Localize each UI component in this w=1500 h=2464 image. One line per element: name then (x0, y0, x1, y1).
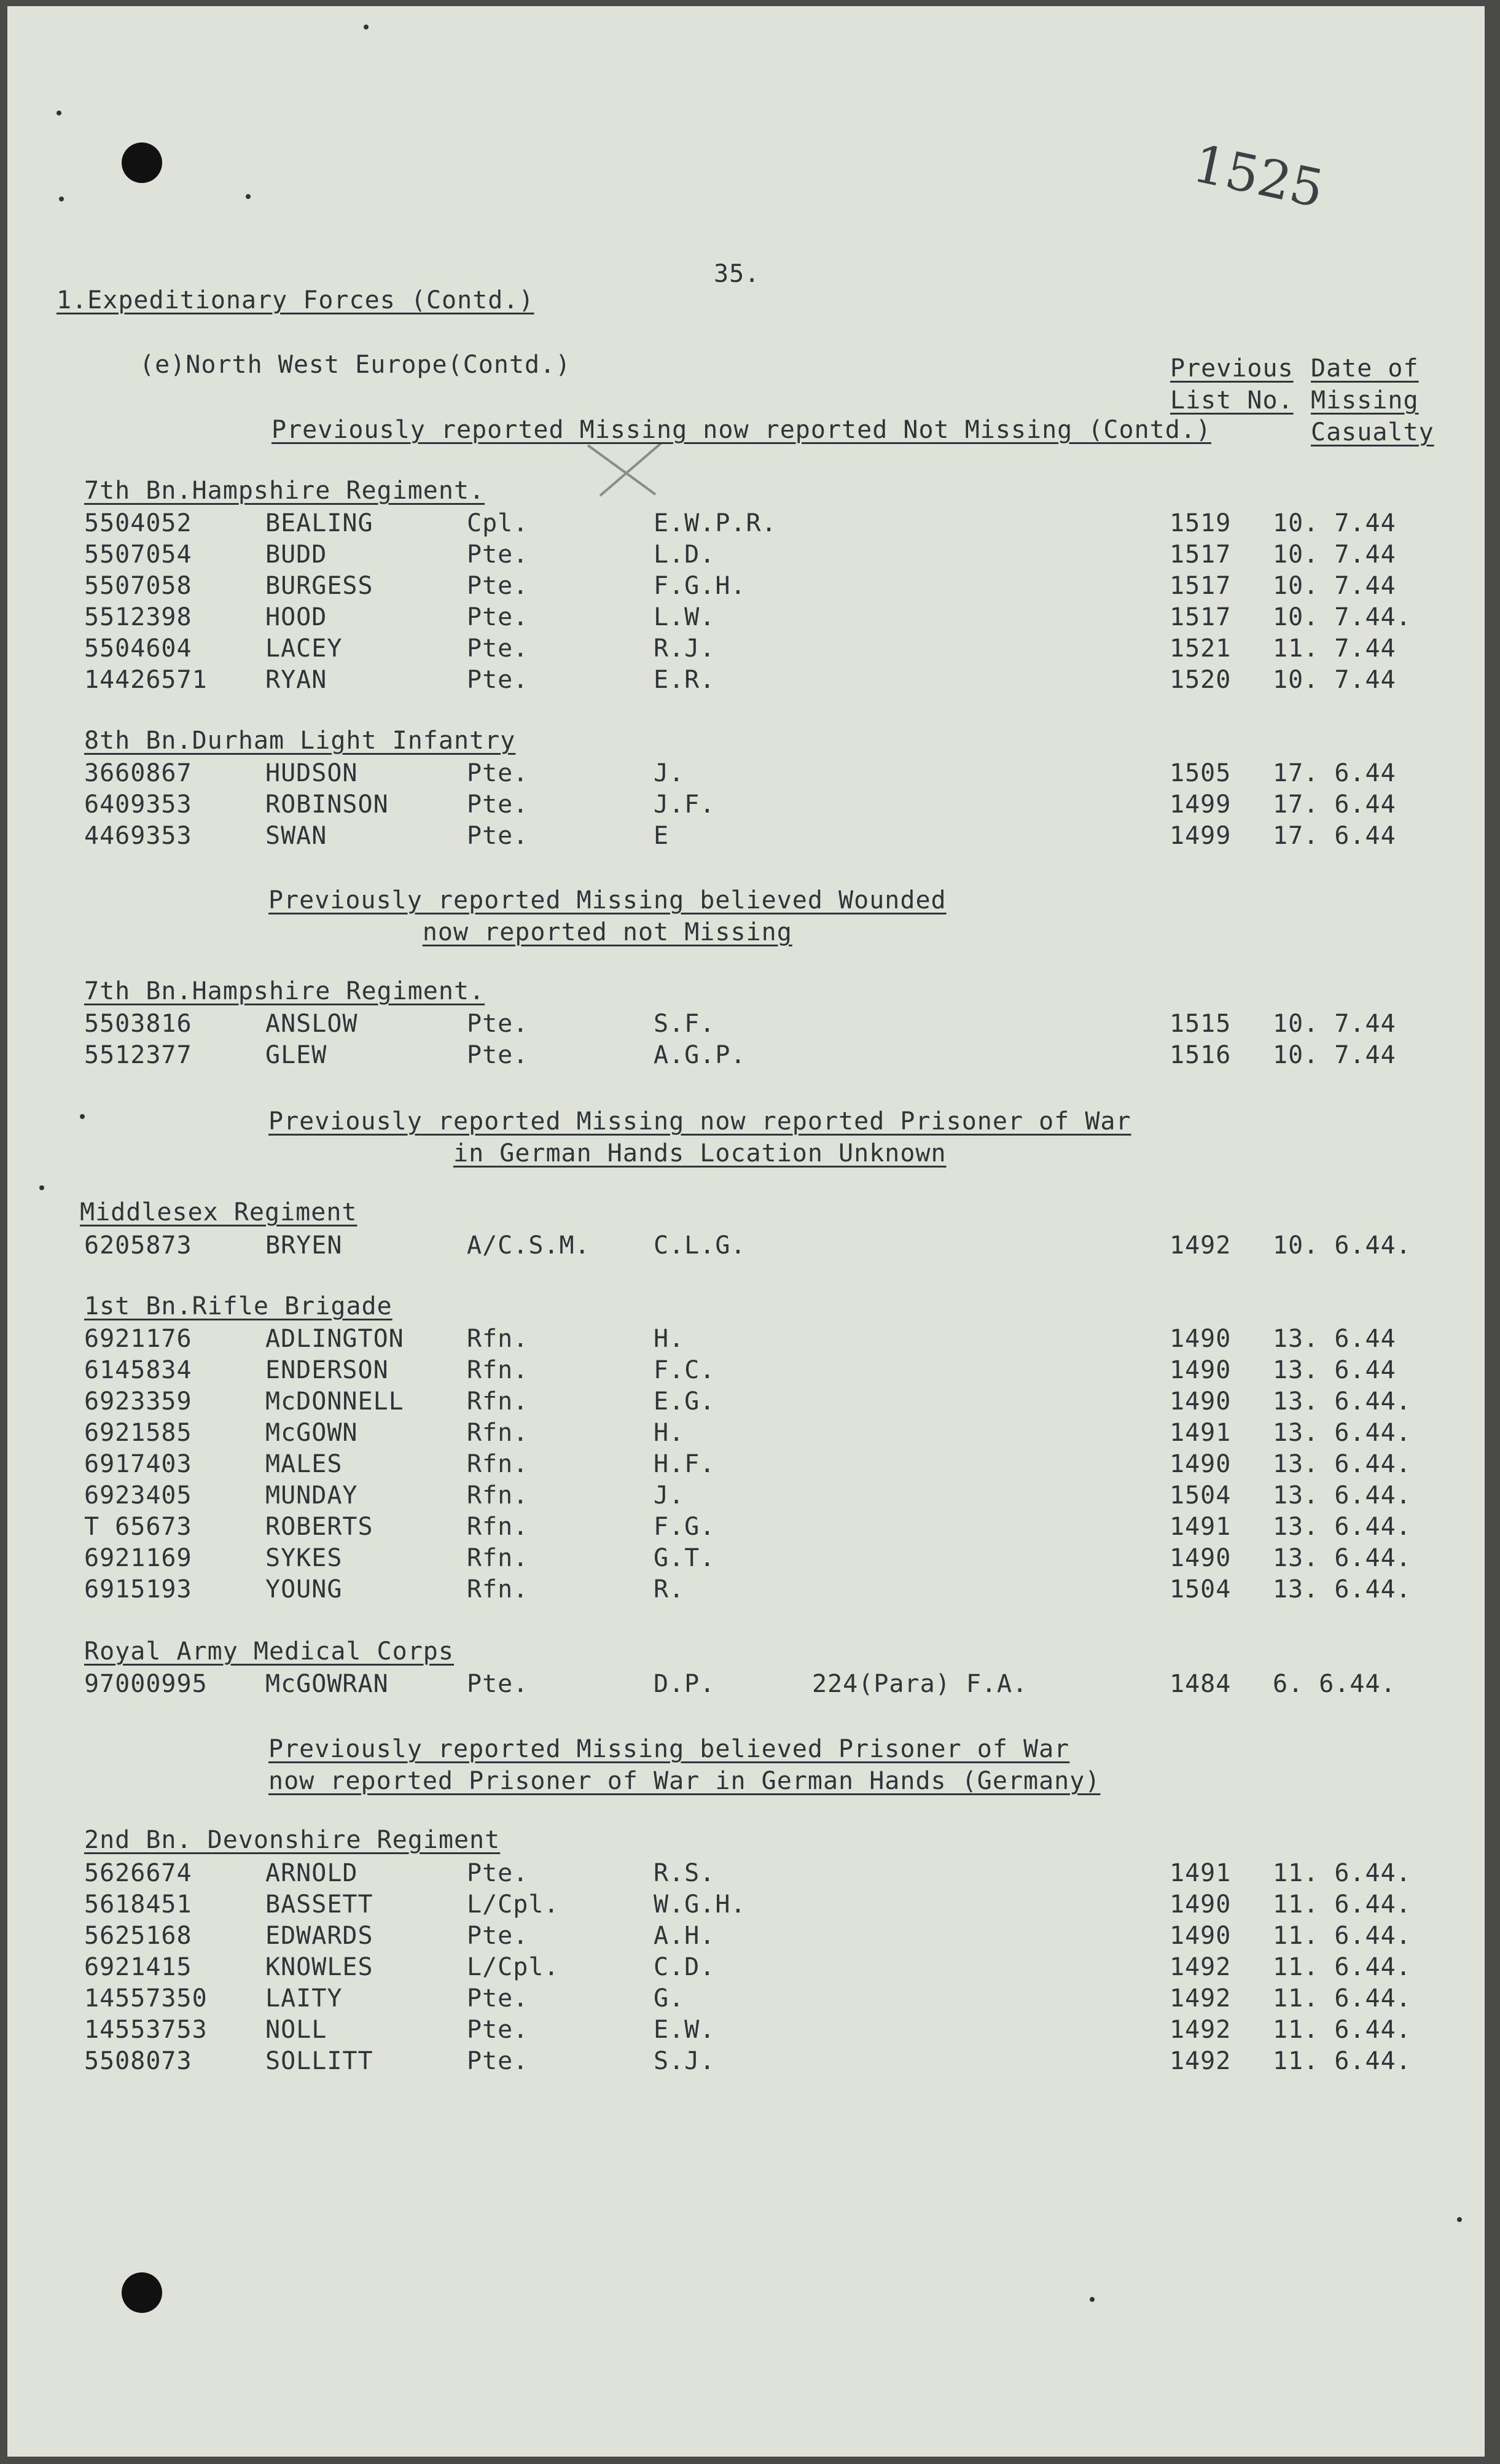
service-number: 5504052 (84, 509, 192, 537)
surname: BEALING (265, 509, 373, 537)
table-row (7, 1512, 1485, 1544)
subsection-title (139, 350, 571, 380)
unit-title: 7th Bn.Hampshire Regiment. (84, 477, 485, 505)
service-number: 6921169 (84, 1544, 192, 1572)
surname: ROBERTS (265, 1513, 373, 1541)
initials: H.F. (654, 1450, 716, 1478)
table-row (7, 1231, 1485, 1263)
casualty-date: 11. 6.44. (1273, 1922, 1412, 1950)
rank: Rfn. (467, 1575, 529, 1604)
subsection-title-text: (e)North West Europe(Contd.) (139, 351, 571, 379)
rank: Pte. (467, 540, 529, 569)
header-line: Date of (1311, 354, 1419, 383)
surname: McGOWN (265, 1419, 358, 1447)
unit-note: 224(Para) F.A. (812, 1670, 1028, 1698)
initials: E.W.P.R. (654, 509, 777, 537)
initials: G.T. (654, 1544, 716, 1572)
initials: A.H. (654, 1922, 716, 1950)
rank: Pte. (467, 2016, 529, 2044)
group-heading-line: Previously reported Missing believed Prisoner of War (268, 1735, 1070, 1763)
table-row (7, 1921, 1485, 1953)
casualty-date: 13. 6.44. (1273, 1481, 1412, 1510)
surname: HUDSON (265, 759, 358, 787)
initials: F.G.H. (654, 572, 746, 600)
list-number: 1504 (1170, 1481, 1232, 1510)
list-number: 1499 (1170, 822, 1232, 850)
surname: YOUNG (265, 1575, 343, 1604)
rank: Rfn. (467, 1450, 529, 1478)
group-heading-line: Previously reported Missing believed Wounded (268, 886, 947, 914)
group-heading-line: now reported not Missing (422, 918, 792, 946)
service-number: 6409353 (84, 790, 192, 819)
service-number: 5507058 (84, 572, 192, 600)
rank: Pte. (467, 1859, 529, 1887)
initials: R.S. (654, 1859, 716, 1887)
casualty-date: 11. 6.44. (1273, 2047, 1412, 2075)
service-number: 6923359 (84, 1387, 192, 1416)
pencil-cross-mark (582, 439, 668, 501)
surname: McDONNELL (265, 1387, 404, 1416)
list-number: 1490 (1170, 1450, 1232, 1478)
surname: RYAN (265, 666, 327, 694)
list-number: 1490 (1170, 1890, 1232, 1919)
initials: H. (654, 1325, 685, 1353)
service-number: 14426571 (84, 666, 208, 694)
initials: F.G. (654, 1513, 716, 1541)
service-number: T 65673 (84, 1513, 192, 1541)
document-page (7, 6, 1485, 2457)
casualty-date: 10. 7.44 (1273, 509, 1396, 537)
table-row (7, 1952, 1485, 1984)
table-row (7, 1669, 1485, 1701)
group-heading-line: Previously reported Missing now reported Prisoner of War (268, 1107, 1131, 1136)
casualty-date: 11. 7.44 (1273, 634, 1396, 663)
service-number: 5512398 (84, 603, 192, 631)
surname: SOLLITT (265, 2047, 373, 2075)
list-number: 1492 (1170, 2016, 1232, 2044)
list-number: 1490 (1170, 1325, 1232, 1353)
rank: Pte. (467, 1010, 529, 1038)
surname: BURGESS (265, 572, 373, 600)
table-row (7, 790, 1485, 822)
table-row (7, 1575, 1485, 1607)
rank: Rfn. (467, 1325, 529, 1353)
initials: E (654, 822, 670, 850)
group-heading (268, 1105, 1131, 1169)
casualty-date: 13. 6.44. (1273, 1575, 1412, 1604)
list-number: 1519 (1170, 509, 1232, 537)
table-row (7, 1040, 1485, 1072)
group-heading-line: now reported Prisoner of War in German Hands (Germany) (268, 1767, 1101, 1795)
casualty-date: 6. 6.44. (1273, 1670, 1396, 1698)
initials: H. (654, 1419, 685, 1447)
punch-hole-top (122, 142, 162, 183)
service-number: 6923405 (84, 1481, 192, 1510)
service-number: 5512377 (84, 1041, 192, 1069)
surname: EDWARDS (265, 1922, 373, 1950)
service-number: 5618451 (84, 1890, 192, 1919)
surname: BUDD (265, 540, 327, 569)
speck (1457, 2217, 1462, 2222)
table-row (7, 1449, 1485, 1481)
list-number: 1499 (1170, 790, 1232, 819)
rank: Pte. (467, 790, 529, 819)
page-number: 35. (714, 260, 760, 288)
initials: J. (654, 759, 685, 787)
list-number: 1492 (1170, 1231, 1232, 1260)
service-number: 5626674 (84, 1859, 192, 1887)
service-number: 5625168 (84, 1922, 192, 1950)
rank: Rfn. (467, 1513, 529, 1541)
table-row (7, 571, 1485, 603)
rank: L/Cpl. (467, 1953, 560, 1981)
service-number: 6915193 (84, 1575, 192, 1604)
table-row (7, 1481, 1485, 1513)
group-heading (268, 1733, 1100, 1797)
group-heading-line: in German Hands Location Unknown (453, 1139, 947, 1168)
initials: J. (654, 1481, 685, 1510)
service-number: 5507054 (84, 540, 192, 569)
casualty-date: 11. 6.44. (1273, 1890, 1412, 1919)
table-row (7, 1858, 1485, 1890)
surname: NOLL (265, 2016, 327, 2044)
rank: Rfn. (467, 1544, 529, 1572)
casualty-date: 13. 6.44. (1273, 1387, 1412, 1416)
service-number: 6921415 (84, 1953, 192, 1981)
casualty-date: 10. 6.44. (1273, 1231, 1412, 1260)
list-number: 1491 (1170, 1859, 1232, 1887)
casualty-date: 13. 6.44. (1273, 1450, 1412, 1478)
rank: Pte. (467, 2047, 529, 2075)
table-row (7, 1387, 1485, 1419)
surname: MALES (265, 1450, 343, 1478)
speck (1090, 2297, 1095, 2302)
casualty-date: 11. 6.44. (1273, 2016, 1412, 2044)
unit-title: 1st Bn.Rifle Brigade (84, 1292, 393, 1320)
service-number: 5503816 (84, 1010, 192, 1038)
column-header-previous-list (1170, 353, 1294, 416)
list-number: 1517 (1170, 572, 1232, 600)
list-number: 1505 (1170, 759, 1232, 787)
list-number: 1520 (1170, 666, 1232, 694)
section-title-text: 1.Expeditionary Forces (Contd.) (57, 286, 534, 314)
list-number: 1491 (1170, 1419, 1232, 1447)
service-number: 5504604 (84, 634, 192, 663)
table-row (7, 1009, 1485, 1041)
table-row (7, 602, 1485, 634)
service-number: 4469353 (84, 822, 192, 850)
list-number: 1484 (1170, 1670, 1232, 1698)
service-number: 5508073 (84, 2047, 192, 2075)
initials: E.G. (654, 1387, 716, 1416)
surname: SWAN (265, 822, 327, 850)
rank: Pte. (467, 1041, 529, 1069)
rank: A/C.S.M. (467, 1231, 590, 1260)
list-number: 1490 (1170, 1387, 1232, 1416)
surname: ANSLOW (265, 1010, 358, 1038)
surname: ARNOLD (265, 1859, 358, 1887)
initials: L.D. (654, 540, 716, 569)
surname: KNOWLES (265, 1953, 373, 1981)
list-number: 1492 (1170, 2047, 1232, 2075)
list-number: 1491 (1170, 1513, 1232, 1541)
table-row (7, 1418, 1485, 1450)
list-number: 1515 (1170, 1010, 1232, 1038)
initials: D.P. (654, 1670, 716, 1698)
initials: R.J. (654, 634, 716, 663)
service-number: 6145834 (84, 1356, 192, 1384)
list-number: 1517 (1170, 540, 1232, 569)
table-row (7, 1355, 1485, 1387)
casualty-date: 10. 7.44 (1273, 540, 1396, 569)
rank: Pte. (467, 603, 529, 631)
rank: Rfn. (467, 1419, 529, 1447)
casualty-date: 13. 6.44 (1273, 1356, 1396, 1384)
service-number: 97000995 (84, 1670, 208, 1698)
column-header-date (1311, 353, 1434, 448)
list-number: 1504 (1170, 1575, 1232, 1604)
initials: S.J. (654, 2047, 716, 2075)
surname: ROBINSON (265, 790, 389, 819)
service-number: 6205873 (84, 1231, 192, 1260)
table-row (7, 1324, 1485, 1356)
table-row (7, 540, 1485, 572)
rank: Pte. (467, 572, 529, 600)
table-row (7, 1543, 1485, 1575)
initials: L.W. (654, 603, 716, 631)
speck (364, 25, 369, 29)
initials: W.G.H. (654, 1890, 746, 1919)
surname: ENDERSON (265, 1356, 389, 1384)
table-row (7, 1984, 1485, 2016)
casualty-date: 13. 6.44. (1273, 1513, 1412, 1541)
table-row (7, 1890, 1485, 1922)
service-number: 6917403 (84, 1450, 192, 1478)
table-row (7, 665, 1485, 697)
section-title (57, 286, 534, 315)
rank: Pte. (467, 759, 529, 787)
service-number: 6921585 (84, 1419, 192, 1447)
casualty-date: 13. 6.44. (1273, 1544, 1412, 1572)
initials: E.W. (654, 2016, 716, 2044)
rank: Cpl. (467, 509, 529, 537)
group-heading (271, 414, 1211, 446)
header-line: Casualty (1311, 418, 1434, 446)
surname: BRYEN (265, 1231, 343, 1260)
casualty-date: 11. 6.44. (1273, 1953, 1412, 1981)
speck (246, 194, 251, 199)
group-heading-line: Previously reported Missing now reported Not Missing (Contd.) (271, 416, 1212, 444)
rank: Pte. (467, 1922, 529, 1950)
initials: J.F. (654, 790, 716, 819)
initials: S.F. (654, 1010, 716, 1038)
unit-title: 8th Bn.Durham Light Infantry (84, 727, 516, 755)
surname: HOOD (265, 603, 327, 631)
speck (80, 1114, 85, 1119)
surname: McGOWRAN (265, 1670, 389, 1698)
table-row (7, 2015, 1485, 2047)
casualty-date: 10. 7.44 (1273, 1041, 1396, 1069)
casualty-date: 10. 7.44. (1273, 603, 1412, 631)
casualty-date: 17. 6.44 (1273, 759, 1396, 787)
initials: C.L.G. (654, 1231, 746, 1260)
initials: G. (654, 1984, 685, 2013)
table-row (7, 821, 1485, 853)
header-line: List No. (1170, 386, 1294, 415)
casualty-date: 10. 7.44 (1273, 666, 1396, 694)
list-number: 1490 (1170, 1922, 1232, 1950)
casualty-date: 11. 6.44. (1273, 1859, 1412, 1887)
folio-number: 1525 (1188, 133, 1329, 220)
surname: LAITY (265, 1984, 343, 2013)
table-row (7, 2046, 1485, 2078)
rank: L/Cpl. (467, 1890, 560, 1919)
service-number: 14553753 (84, 2016, 208, 2044)
punch-hole-bottom (122, 2272, 162, 2313)
surname: LACEY (265, 634, 343, 663)
casualty-date: 17. 6.44 (1273, 822, 1396, 850)
unit-title: 2nd Bn. Devonshire Regiment (84, 1826, 501, 1854)
casualty-date: 13. 6.44 (1273, 1325, 1396, 1353)
unit-title: Royal Army Medical Corps (84, 1637, 454, 1666)
initials: E.R. (654, 666, 716, 694)
casualty-date: 13. 6.44. (1273, 1419, 1412, 1447)
casualty-date: 10. 7.44 (1273, 572, 1396, 600)
surname: MUNDAY (265, 1481, 358, 1510)
table-row (7, 634, 1485, 666)
rank: Rfn. (467, 1481, 529, 1510)
header-line: Missing (1311, 386, 1419, 415)
initials: A.G.P. (654, 1041, 746, 1069)
list-number: 1517 (1170, 603, 1232, 631)
rank: Rfn. (467, 1387, 529, 1416)
service-number: 6921176 (84, 1325, 192, 1353)
casualty-date: 17. 6.44 (1273, 790, 1396, 819)
speck (57, 111, 61, 115)
rank: Rfn. (467, 1356, 529, 1384)
speck (59, 197, 64, 201)
rank: Pte. (467, 634, 529, 663)
list-number: 1492 (1170, 1953, 1232, 1981)
table-row (7, 509, 1485, 540)
initials: C.D. (654, 1953, 716, 1981)
surname: BASSETT (265, 1890, 373, 1919)
service-number: 3660867 (84, 759, 192, 787)
speck (39, 1185, 44, 1190)
table-row (7, 758, 1485, 790)
list-number: 1492 (1170, 1984, 1232, 2013)
casualty-date: 11. 6.44. (1273, 1984, 1412, 2013)
list-number: 1516 (1170, 1041, 1232, 1069)
surname: ADLINGTON (265, 1325, 404, 1353)
unit-title: 7th Bn.Hampshire Regiment. (84, 977, 485, 1005)
initials: R. (654, 1575, 685, 1604)
rank: Pte. (467, 822, 529, 850)
rank: Pte. (467, 1670, 529, 1698)
initials: F.C. (654, 1356, 716, 1384)
header-line: Previous (1170, 354, 1294, 383)
rank: Pte. (467, 1984, 529, 2013)
service-number: 14557350 (84, 1984, 208, 2013)
surname: SYKES (265, 1544, 343, 1572)
group-heading (268, 884, 947, 948)
casualty-date: 10. 7.44 (1273, 1010, 1396, 1038)
surname: GLEW (265, 1041, 327, 1069)
list-number: 1490 (1170, 1356, 1232, 1384)
unit-title: Middlesex Regiment (80, 1198, 357, 1226)
list-number: 1521 (1170, 634, 1232, 663)
list-number: 1490 (1170, 1544, 1232, 1572)
rank: Pte. (467, 666, 529, 694)
